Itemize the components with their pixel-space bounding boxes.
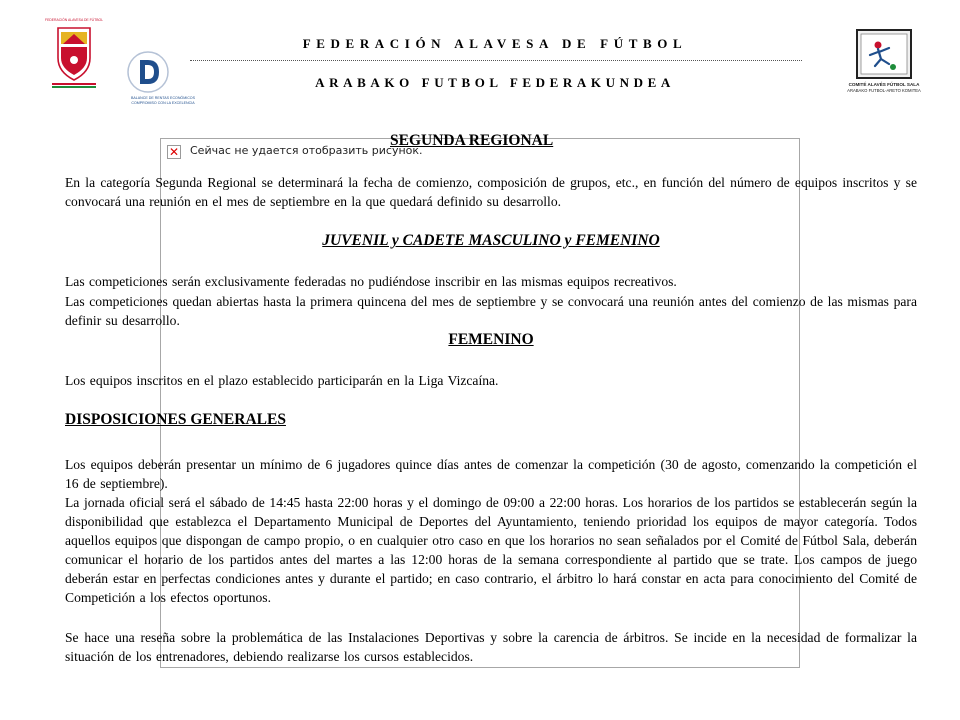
text-disposiciones-2: La jornada oficial será el sábado de 14:45 hasta 22:00 horas y el domingo de 09:00 a 22:00 horas. Los horarios de los partidos se establecerán según la disponibilidad que establezca el Departamento Municipal de Deportes del Ayuntamiento, teniendo prioridad los equipos de mayor categoría. Todos aquellos equipos que dispongan de campo propio, o en cualquier otro caso en que los horarios no sean señalados por el Comité de Fútbol Sala, deberán comunicar el horario de los partidos antes del martes a las 12:00 horas de la semana correspondiente al partido que se trate. Los campos de juego deberán estar en perfectas condiciones antes y durante el partido; en caso contrario, el árbitro lo hará constar en acta para conocimiento del Comité de Competición a los efectos oportunos. — [65, 495, 917, 605]
text-juvenil-2: Las competiciones quedan abiertas hasta la primera quincena del mes de septiembre y se convocará una reunión antes del comienzo de las mismas para definir su desarrollo. — [65, 294, 917, 328]
text-juvenil-1: Las competiciones serán exclusivamente federadas no pudiéndose inscribir en las mismas equipos recreativos. — [65, 274, 677, 289]
broken-image-message: Сейчас не удается отобразить рисунок. — [190, 144, 423, 157]
text-disposiciones-1: Los equipos deberán presentar un mínimo de 6 jugadores quince días antes de comenzar la competición (30 de agosto, comenzando la competición el 16 de septiembre). — [65, 457, 917, 491]
text-femenino: Los equipos inscritos en el plazo establecido participarán en la Liga Vizcaína. — [65, 373, 499, 388]
broken-image-icon: ✕ — [168, 145, 180, 159]
heading-segunda-regional: SEGUNDA REGIONAL — [390, 132, 554, 149]
text-segunda-regional: En la categoría Segunda Regional se determinará la fecha de comienzo, composición de grupos, etc., en función del número de equipos inscritos y se convocará una reunión en el mes de septiembre en la que quedará definido su desarrollo. — [65, 175, 917, 209]
heading-juvenil-cadete: JUVENIL y CADETE MASCULINO y FEMENINO — [322, 232, 660, 249]
federation-title-spanish: FEDERACIÓN ALAVESA DE FÚTBOL — [302, 36, 688, 51]
heading-femenino: FEMENINO — [448, 331, 534, 348]
logo-d-caption-1: BALANCE DE RENTAS ECONÓMICOS — [130, 96, 196, 100]
federacion-alavesa-logo — [44, 14, 104, 94]
heading-disposiciones-generales: DISPOSICIONES GENERALES — [65, 411, 286, 428]
header-dotted-divider — [190, 60, 802, 61]
logo-d-caption-2: COMPROMISO CON LA EXCELENCIA — [131, 101, 195, 105]
logo-left-text: FEDERACIÓN ALAVESA DE FÚTBOL — [45, 18, 103, 22]
text-disposiciones-3: Se hace una reseña sobre la problemática de las Instalaciones Deportivas y sobre la carencia de árbitros. Se incide en la necesidad de formalizar la situación de los entrenadores, debiendo realizarse los cursos establecidos. — [65, 630, 917, 664]
logo-right-caption-1: COMITÉ ALAVÉS FÚTBOL SALA — [848, 82, 920, 87]
comite-futbol-sala-logo — [845, 28, 923, 96]
logo-right-caption-2: ARABAKO FUTBOL-ARETO KOMITEA — [847, 88, 921, 93]
federation-title-basque: ARABAKO FUTBOL FEDERAKUNDEA — [315, 75, 675, 90]
